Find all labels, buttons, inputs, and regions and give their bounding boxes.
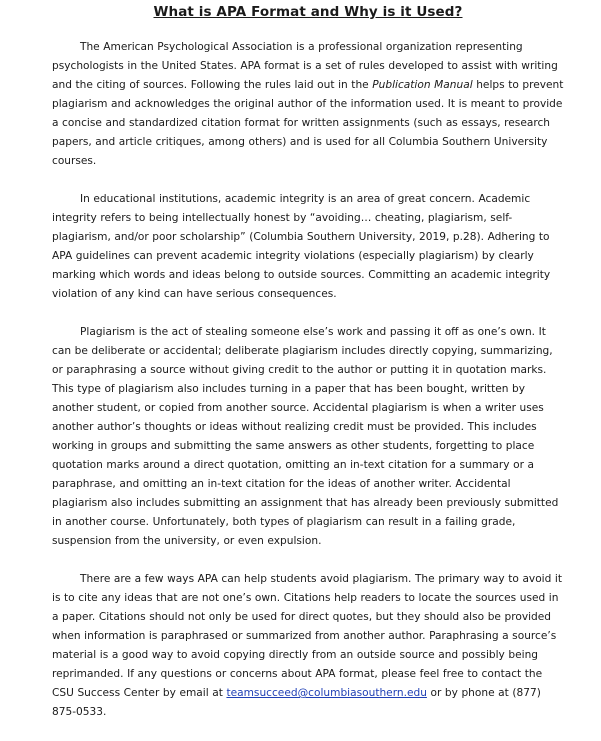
paragraph-plagiarism: Plagiarism is the act of stealing someone else’s work and passing it off as one’s own. It can be deliberate or accidental; deliberate plagiarism includes directly copying, summarizing, or paraphrasing a source without giving credit to the author or putting it in quotation marks. This type of plagiarism also includes turning in a paper that has been bought, written by another student, or copied from another source. Accidental plagiarism is when a writer uses another author’s thoughts or ideas without realizing credit must be provided. This includes working in groups and submitting the same answers as other students, forgetting to place quotation marks around a direct quotation, omitting an in-text citation for a summary or a paraphrase, and omitting an in-text citation for the ideas of another writer. Accidental plagiarism also includes submitting an assignment that has already been previously submitted in another course. Unfortunately, both types of plagiarism can result in a failing grade, suspension from the university, or even expulsion. xyxy=(52,326,559,547)
paragraph-text: helps to prevent plagiarism and acknowledges the original author of the information used. It is meant to provide a concise and standardized citation format for written assignments (such as essays, research papers, and article critiques, among others) and is used for all Columbia Southern University courses. xyxy=(52,79,564,167)
document-page xyxy=(52,4,564,741)
paragraph-text: There are a few ways APA can help students avoid plagiarism. The primary way to avoid it is to cite any ideas that are not one’s own. Citations help readers to locate the sources used in a paper. Citations should not only be used for direct quotes, but they should also be provided when information is paraphrased or summarized from another author. Paraphrasing a source’s material is a good way to avoid copying directly from an outside source and possibly being reprimanded. If any questions or concerns about APA format, please feel free to contact the CSU Success Center by email at xyxy=(52,573,563,699)
page-title: What is APA Format and Why is it Used? xyxy=(153,4,463,20)
paragraph-apa-intro xyxy=(52,38,564,171)
paragraph-text: or by phone at (877) 875-0533. xyxy=(52,687,541,718)
paragraph-avoid-plagiarism xyxy=(52,570,564,722)
email-link[interactable]: teamsucceed@columbiasouthern.edu xyxy=(226,687,427,699)
paragraph-text: The American Psychological Association is a professional organization representing psychologists in the United States. APA format is a set of rules developed to assist with writing and the citing of sources. Following the rules laid out in the xyxy=(52,41,558,91)
book-title: Publication Manual xyxy=(372,79,473,91)
paragraph-academic-integrity: In educational institutions, academic integrity is an area of great concern. Academic integrity refers to being intellectually honest by “avoiding… cheating, plagiarism, self-plagiarism, and/or poor scholarship” (Columbia Southern University, 2019, p.28). Adhering to APA guidelines can prevent academic integrity violations (especially plagiarism) by clearly marking which words and ideas belong to outside sources. Committing an academic integrity violation of any kind can have serious consequences. xyxy=(52,193,551,300)
